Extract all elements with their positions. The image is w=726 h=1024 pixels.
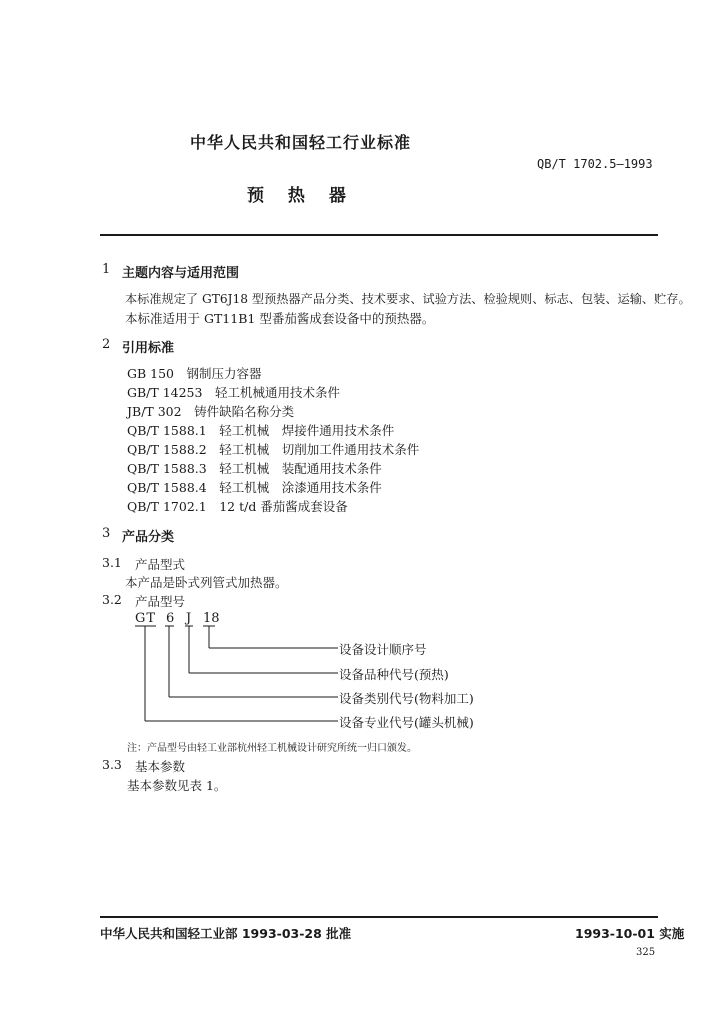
section-2-number: 2	[102, 337, 111, 352]
page-number: 325	[636, 947, 656, 958]
ref-name: 轻工机械 焊接件通用技术条件	[219, 423, 395, 438]
model-label-specialty: 设备专业代号(罐头机械)	[339, 715, 474, 730]
model-label-category: 设备类别代号(物料加工)	[339, 691, 474, 706]
ref-name: 12 t/d 番茄酱成套设备	[219, 499, 348, 514]
section-3-1-number: 3.1	[102, 555, 122, 570]
ref-code: QB/T 1588.2	[127, 442, 207, 457]
section-1-para-2: 本标准适用于 GT11B1 型番茄酱成套设备中的预热器。	[125, 311, 435, 326]
ref-code: GB 150	[127, 366, 175, 381]
approval-line: 中华人民共和国轻工业部 1993-03-28 批准	[100, 926, 352, 941]
section-3-2-title: 产品型号	[135, 594, 186, 609]
section-1-number: 1	[102, 262, 111, 277]
ref-name: 轻工机械通用技术条件	[214, 385, 340, 400]
section-3-1-text: 本产品是卧式列管式加热器。	[125, 575, 288, 590]
model-part-j: J	[186, 611, 192, 626]
ref-code: QB/T 1702.1	[127, 499, 207, 514]
section-3-number: 3	[102, 526, 111, 541]
issuing-org-title: 中华人民共和国轻工行业标准	[190, 133, 412, 152]
ref-code: QB/T 1588.4	[127, 480, 207, 495]
standard-number: QB/T 1702.5—1993	[537, 157, 653, 171]
section-3-1-title: 产品型式	[135, 557, 186, 572]
ref-code: GB/T 14253	[127, 385, 203, 400]
section-2-title: 引用标准	[122, 341, 175, 356]
ref-code: JB/T 302	[127, 404, 182, 419]
section-3-3-number: 3.3	[102, 757, 122, 772]
section-3-title: 产品分类	[122, 530, 175, 545]
ref-name: 轻工机械 装配通用技术条件	[219, 461, 382, 476]
model-note: 注：产品型号由轻工业部杭州轻工机械设计研究所统一归口颁发。	[127, 743, 417, 754]
ref-code: QB/T 1588.3	[127, 461, 207, 476]
model-label-sequence: 设备设计顺序号	[339, 642, 427, 657]
ref-name: 轻工机械 切削加工件通用技术条件	[219, 442, 420, 457]
section-3-3-text: 基本参数见表 1。	[127, 778, 227, 793]
section-3-2-number: 3.2	[102, 592, 122, 607]
document-title: 预 热 器	[247, 186, 346, 206]
ref-code: QB/T 1588.1	[127, 423, 207, 438]
model-part-6: 6	[166, 611, 175, 626]
section-3-3-title: 基本参数	[135, 759, 186, 774]
ref-name: 钢制压力容器	[186, 366, 262, 381]
model-part-18: 18	[203, 611, 220, 626]
footer-divider	[100, 916, 658, 918]
model-label-variety: 设备品种代号(预热)	[339, 667, 449, 682]
model-part-gt: GT	[135, 611, 157, 626]
ref-name: 轻工机械 涂漆通用技术条件	[219, 480, 382, 495]
ref-name: 铸件缺陷名称分类	[194, 404, 295, 419]
section-1-para-1: 本标准规定了 GT6J18 型预热器产品分类、技术要求、试验方法、检验规则、标志、包装、运输、贮存。	[125, 292, 691, 306]
section-1-title: 主题内容与适用范围	[122, 266, 240, 281]
implementation-date: 1993-10-01 实施	[575, 926, 685, 941]
